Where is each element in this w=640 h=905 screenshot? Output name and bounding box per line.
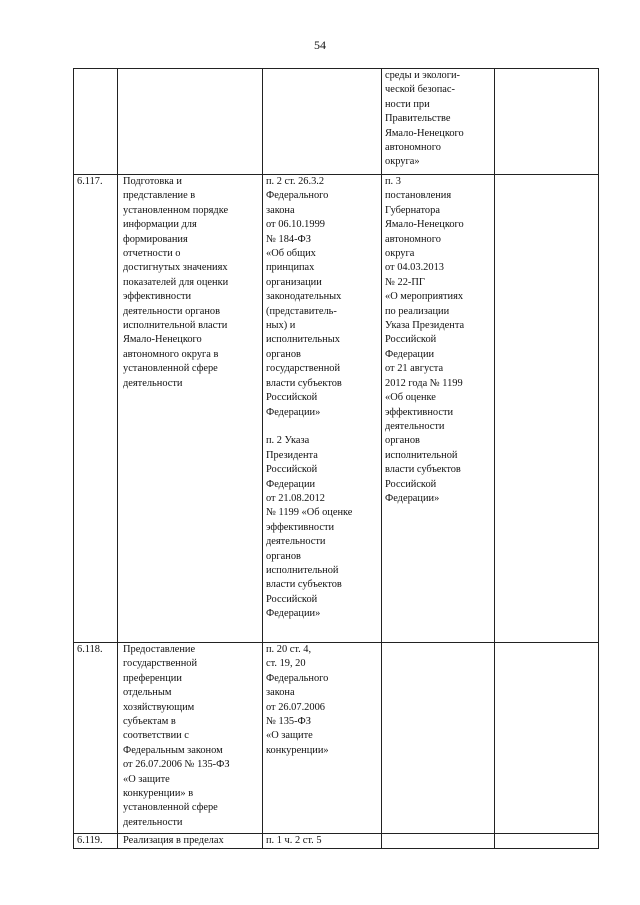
row-number-cell: 6.117. — [74, 175, 118, 643]
functions-table — [73, 68, 599, 849]
extra-cell — [495, 834, 599, 849]
page-number: 54 — [314, 38, 326, 52]
row-number-cell — [74, 69, 118, 175]
federal-basis-cell: п. 2 ст. 26.3.2 Федерального закона от 06.10.1999 № 184-ФЗ «Об общих принципах организации законодательных (представитель- ных) и исполнительных органов государственной власти субъектов Российской Федерации» п. 2 Указа Президента Российской Федерации от 21.08.2012 № 1199 «Об оценке эффективности деятельности органов исполнительной власти субъектов Российской Федерации» — [263, 175, 382, 643]
extra-cell — [495, 175, 599, 643]
function-name-cell: Предоставление государственной преференции отдельным хозяйствующим субъектам в соответствии с Федеральным законом от 26.07.2006 № 135-ФЗ «О защите конкуренции» в установленной сфере деятельности — [118, 643, 263, 834]
function-name-cell — [118, 69, 263, 175]
regional-document-cell — [382, 643, 495, 834]
federal-basis-cell: п. 1 ч. 2 ст. 5 — [263, 834, 382, 849]
row-number-cell: 6.119. — [74, 834, 118, 849]
extra-cell — [495, 69, 599, 175]
extra-cell — [495, 643, 599, 834]
function-name-cell: Подготовка и представление в установленном порядке информации для формирования отчетности о достигнутых значениях показателей для оценки эффективности деятельности органов исполнительной власти Ямало-Ненецкого автономного округа в установленной сфере деятельности — [118, 175, 263, 643]
regional-document-cell — [382, 834, 495, 849]
table-row — [74, 69, 599, 175]
table-row — [74, 175, 599, 643]
regional-document-cell: п. 3 постановления Губернатора Ямало-Ненецкого автономного округа от 04.03.2013 № 22-ПГ «О мероприятиях по реализации Указа Президента Российской Федерации от 21 августа 2012 года № 1199 «Об оценке эффективности деятельности органов исполнительной власти субъектов Российской Федерации» — [382, 175, 495, 643]
regional-document-cell: среды и экологи- ческой безопас- ности при Правительстве Ямало-Ненецкого автономного округа» — [382, 69, 495, 175]
federal-basis-cell — [263, 69, 382, 175]
federal-basis-cell: п. 20 ст. 4, ст. 19, 20 Федерального закона от 26.07.2006 № 135-ФЗ «О защите конкуренции» — [263, 643, 382, 834]
table-row — [74, 643, 599, 834]
function-name-cell: Реализация в пределах — [118, 834, 263, 849]
table-row — [74, 834, 599, 849]
row-number-cell: 6.118. — [74, 643, 118, 834]
